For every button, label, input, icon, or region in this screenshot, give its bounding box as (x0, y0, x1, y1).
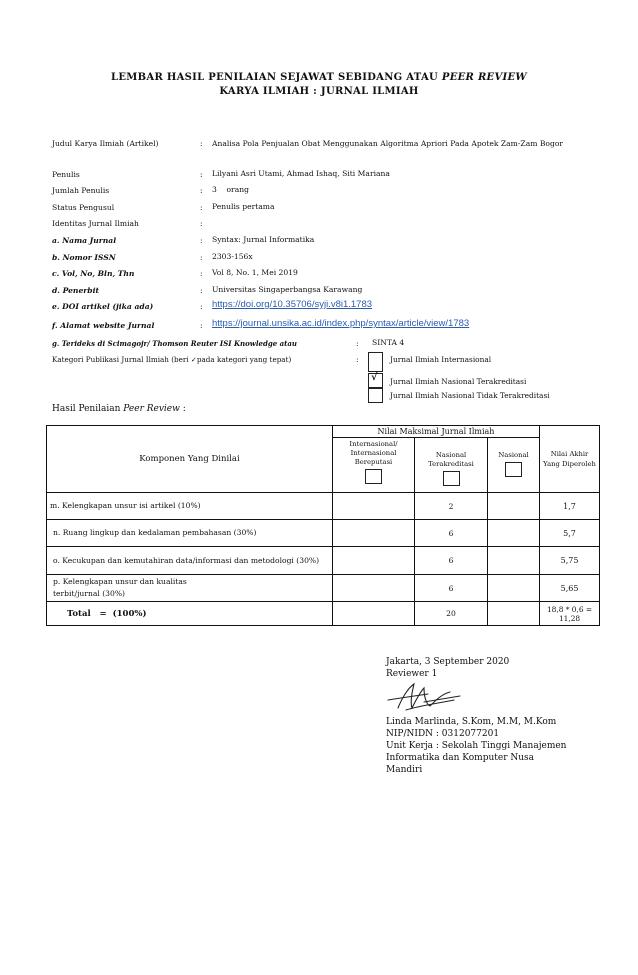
colon: : (200, 269, 203, 278)
colon: : (200, 253, 203, 262)
signature-image (384, 680, 464, 714)
web-label: f. Alamat website Jurnal (52, 321, 155, 330)
internasional-header (333, 438, 415, 493)
kategori-label: Kategori Publikasi Jurnal Ilmiah (beri ✓pada kategori yang tepat) (52, 355, 292, 364)
nilai-cell: 1,7 (540, 493, 600, 520)
max-cell: 6 (415, 520, 488, 547)
nasional-cell (488, 547, 540, 575)
nasional-cell (488, 575, 540, 602)
judul-label: Judul Karya Ilmiah (Artikel) (52, 139, 159, 148)
jumlah-label: Jumlah Penulis (52, 186, 110, 195)
status-label: Status Pengusul (52, 203, 115, 212)
table-row (47, 547, 600, 575)
table-row (47, 493, 600, 520)
issn-value: 2303-156x (212, 252, 253, 261)
penulis-label: Penulis (52, 170, 80, 179)
colon: : (200, 219, 203, 228)
status-value: Penulis pertama (212, 202, 275, 211)
colon: : (200, 170, 203, 179)
place-date: Jakarta, 3 September 2020 (386, 657, 510, 667)
kategori-option-internasional: Jurnal Ilmiah Internasional (390, 355, 492, 364)
colon: : (200, 139, 203, 148)
total-label: Total = (100%) (47, 602, 333, 626)
nama-label: a. Nama Jurnal (52, 236, 117, 245)
reviewer-nip: NIP/NIDN : 0312077201 (386, 729, 500, 739)
unit-kerja-line2: Informatika dan Komputer Nusa (386, 753, 535, 763)
vol-value: Vol 8, No. 1, Mei 2019 (212, 268, 298, 277)
issn-label: b. Nomor ISSN (52, 253, 116, 262)
nilai-maks-header: Nilai Maksimal Jurnal Ilmiah (333, 426, 540, 438)
check-icon: √ (371, 372, 378, 383)
nasional-cell (488, 520, 540, 547)
colon: : (200, 321, 203, 330)
komponen-cell: o. Kecukupan dan kemutahiran data/informasi dan metodologi (30%) (47, 547, 333, 575)
unit-kerja-line3: Mandiri (386, 765, 423, 775)
nasional-cell (488, 602, 540, 626)
internasional-cell (333, 547, 415, 575)
internasional-cell (333, 520, 415, 547)
document-title (0, 72, 638, 83)
colon: : (200, 203, 203, 212)
reviewer-name: Linda Marlinda, S.Kom, M.M, M.Kom (386, 717, 557, 727)
title-line1: LEMBAR HASIL PENILAIAN SEJAWAT SEBIDANG ATAU (111, 72, 439, 83)
terindeks-value: SINTA 4 (372, 338, 405, 347)
nilai-akhir-header: Nilai Akhir Yang Diperoleh (540, 426, 600, 493)
doi-link[interactable]: https://doi.org/10.35706/syji.v8i1.1783 (212, 299, 373, 310)
kategori-checkbox-internasional[interactable] (368, 352, 383, 372)
colon: : (200, 286, 203, 295)
kategori-checkbox-tidak-terakreditasi[interactable] (368, 388, 383, 403)
nilai-cell: 5,75 (540, 547, 600, 575)
penerbit-value: Universitas Singaperbangsa Karawang (212, 285, 363, 294)
nilai-cell: 5,65 (540, 575, 600, 602)
internasional-cell (333, 575, 415, 602)
reviewer-label: Reviewer 1 (386, 669, 438, 679)
jumlah-value: 3 orang (212, 185, 249, 194)
penulis-value: Lilyani Asri Utami, Ahmad Ishaq, Siti Mariana (212, 169, 390, 178)
identitas-label: Identitas Jurnal Ilmiah (52, 219, 139, 228)
nama-value: Syntax: Jurnal Informatika (212, 235, 315, 244)
judul-value: Analisa Pola Penjualan Obat Menggunakan Algoritma Apriori Pada Apotek Zam-Zam Bogor (212, 139, 564, 148)
max-cell: 2 (415, 493, 488, 520)
internasional-checkbox[interactable] (365, 469, 382, 484)
nilai-cell: 5,7 (540, 520, 600, 547)
penerbit-label: d. Penerbit (52, 286, 99, 295)
nasional-terakreditasi-header (415, 438, 488, 493)
internasional-cell (333, 493, 415, 520)
hasil-label: Hasil Penilaian Peer Review : (52, 404, 186, 414)
document-subtitle: KARYA ILMIAH : JURNAL ILMIAH (219, 86, 419, 97)
kategori-option-tidak-terakreditasi: Jurnal Ilmiah Nasional Tidak Terakreditasi (390, 391, 550, 400)
colon: : (200, 186, 203, 195)
nasional-terakreditasi-text: Nasional Terakreditasi (428, 451, 474, 468)
max-cell: 6 (415, 547, 488, 575)
penilaian-table (46, 425, 600, 626)
table-row (47, 575, 600, 602)
total-nilai: 18,8 * 0,6 = 11,28 (540, 602, 600, 626)
colon: : (356, 355, 359, 364)
nasional-header-text: Nasional (498, 450, 529, 459)
doi-label: e. DOI artikel (jika ada) (52, 302, 154, 311)
nasional-cell (488, 493, 540, 520)
hasil-label-text: Hasil Penilaian (52, 404, 121, 414)
website-link[interactable]: https://journal.unsika.ac.id/index.php/syntax/article/view/1783 (212, 318, 470, 329)
kategori-option-terakreditasi: Jurnal Ilmiah Nasional Terakreditasi (390, 377, 527, 386)
nasional-header (488, 438, 540, 493)
komponen-header: Komponen Yang Dinilai (47, 426, 333, 493)
vol-label: c. Vol, No, Bln, Thn (52, 269, 135, 278)
terindeks-label: g. Terideks di Scimagojr/ Thomson Reuter ISI Knowledge atau (52, 339, 298, 348)
colon: : (200, 236, 203, 245)
hasil-label-italic: Peer Review (123, 404, 180, 414)
nasional-checkbox[interactable] (505, 462, 522, 477)
total-max: 20 (415, 602, 488, 626)
komponen-cell: m. Kelengkapan unsur isi artikel (10%) (47, 493, 333, 520)
internasional-cell (333, 602, 415, 626)
unit-kerja-line1: Unit Kerja : Sekolah Tinggi Manajemen (386, 741, 567, 751)
max-cell: 6 (415, 575, 488, 602)
internasional-header-text: Internasional/ Internasional Bereputasi (349, 440, 398, 466)
title-peer-review: PEER REVIEW (441, 72, 527, 83)
table-row (47, 520, 600, 547)
colon: : (356, 339, 359, 348)
colon: : (200, 302, 203, 311)
nasional-terakreditasi-checkbox[interactable] (443, 471, 460, 486)
total-row (47, 602, 600, 626)
komponen-cell: n. Ruang lingkup dan kedalaman pembahasan (30%) (47, 520, 333, 547)
komponen-cell: p. Kelengkapan unsur dan kualitas terbit/jurnal (30%) (47, 575, 333, 602)
